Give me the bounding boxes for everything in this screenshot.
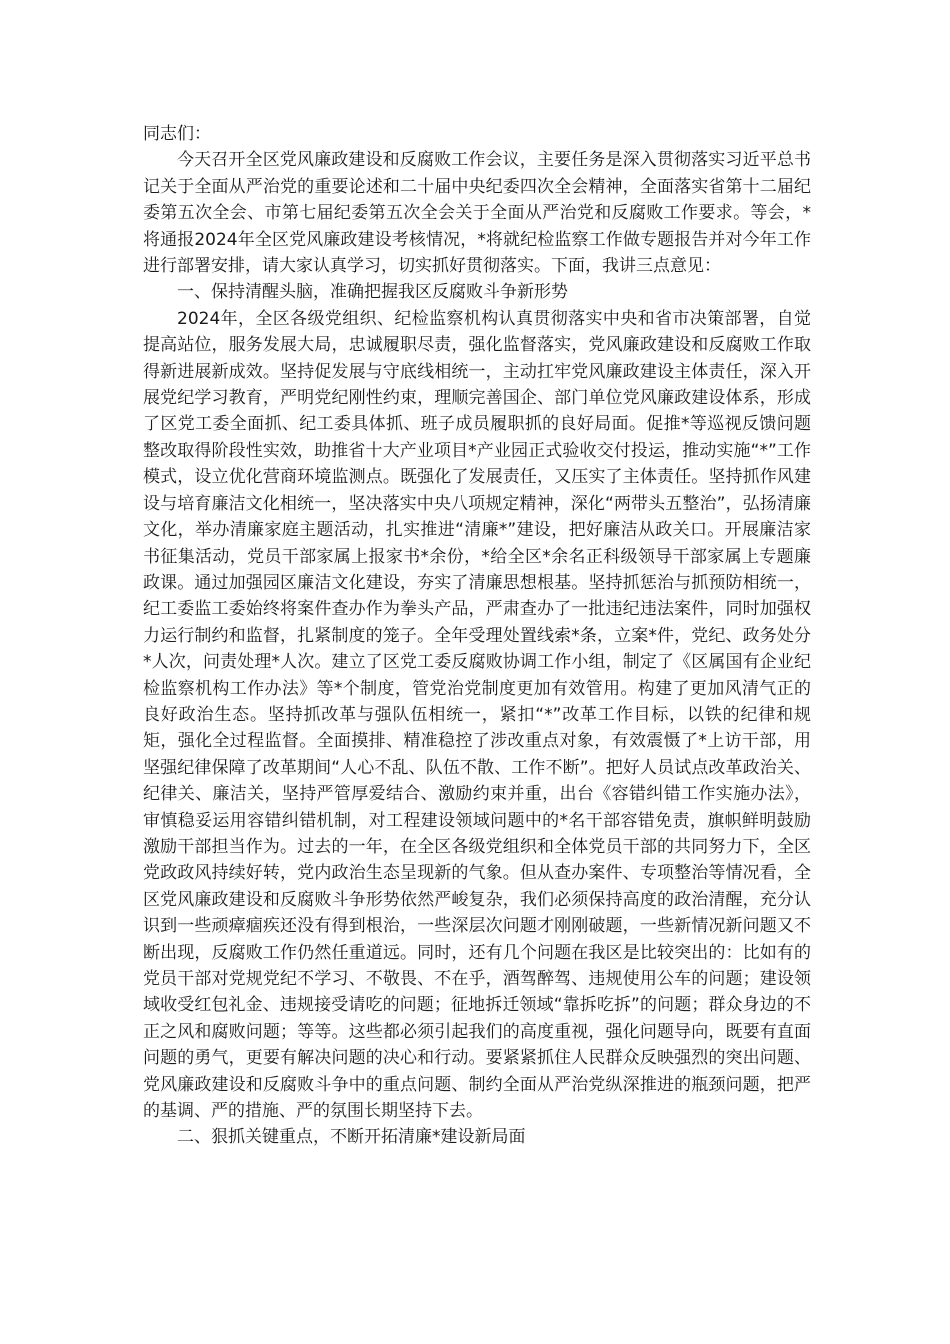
section-heading-2: 二、狠抓关键重点，不断开拓清廉*建设新局面 bbox=[177, 1127, 526, 1148]
section-heading-1: 一、保持清醒头脑，准确把握我区反腐败斗争新形势 bbox=[177, 282, 568, 303]
section-1-body: 2024年，全区各级党组织、纪检监察机构认真贯彻落实中央和省市决策部署，自觉提高站位，服务发展大局，忠诚履职尽责，强化监督落实，党风廉政建设和反腐败工作取得新进展新成效。坚持促发展与守底线相统一，主动扛牢党风廉政建设主体责任，深入开展党纪学习教育，严明党纪刚性约束，理顺完善国企、部门单位党风廉政建设体系，形成了区党工委全面抓、纪工委具体抓、班子成员履职抓的良好局面。促推*等巡视反馈问题整改取得阶段性实效，助推省十大产业项目*产业园正式验收交付投运，推动实施“*”工作模式，设立优化营商环境监测点。既强化了发展责任，又压实了主体责任。坚持抓作风建设与培育廉洁文化相统一，坚决落实中央八项规定精神，深化“两带头五整治”，弘扬清廉文化，举办清廉家庭主题活动，扎实推进“清廉*”建设，把好廉洁从政关口。开展廉洁家书征集活动，党员干部家属上报家书*余份，*给全区*余名正科级领导干部家属上专题廉政课。通过加强园区廉洁文化建设，夯实了清廉思想根基。坚持抓惩治与抓预防相统一，纪工委监工委始终将案件查办作为拳头产品，严肃查办了一批违纪违法案件，同时加强权力运行制约和监督，扎紧制度的笼子。全年受理处置线索*条，立案*件，党纪、政务处分*人次，问责处理*人次。建立了区党工委反腐败协调工作小组，制定了《区属国有企业纪检监察机构工作办法》等*个制度，管党治党制度更加有效管用。构建了更加风清气正的良好政治生态。坚持抓改革与强队伍相统一，紧扣“*”改革工作目标，以铁的纪律和规矩，强化全过程监督。全面摸排、精准稳控了涉改重点对象，有效震慑了*上访干部，用坚强纪律保障了改革期间“人心不乱、队伍不散、工作不断”。把好人员试点改革政治关、纪律关、廉洁关，坚持严管厚爱结合、激励约束并重，出台《容错纠错工作实施办法》，审慎稳妥运用容错纠错机制，对工程建设领域问题中的*名干部容错免责，旗帜鲜明鼓励激励干部担当作为。过去的一年，在全区各级党组织和全体党员干部的共同努力下，全区党政政风持续好转，党内政治生态呈现新的气象。但从查办案件、专项整治等情况看，全区党风廉政建设和反腐败斗争形势依然严峻复杂，我们必须保持高度的政治清醒，充分认识到一些顽瘴痼疾还没有得到根治，一些深层次问题才刚刚破题，一些新情况新问题又不断出现，反腐败工作仍然任重道远。同时，还有几个问题在我区是比较突出的：比如有的党员干部对党规党纪不学习、不敬畏、不在乎，酒驾醉驾、违规使用公车的问题；建设领域收受红包礼金、违规接受请吃的问题；征地拆迁领域“靠拆吃拆”的问题；群众身边的不正之风和腐败问题；等等。这些都必须引起我们的高度重视，强化问题导向，既要有直面问题的勇气，更要有解决问题的决心和行动。要紧紧抓住人民群众反映强烈的突出问题、党风廉政建设和反腐败斗争中的重点问题、制约全面从严治党纵深推进的瓶颈问题，把严的基调、严的措施、严的氛围长期坚持下去。 bbox=[143, 308, 811, 1122]
salutation: 同志们： bbox=[143, 124, 211, 144]
intro-paragraph: 今天召开全区党风廉政建设和反腐败工作会议，主要任务是深入贯彻落实习近平总书记关于全面从严治党的重要论述和二十届中央纪委四次全会精神，全面落实省第十二届纪委第五次全会、市第七届纪委第五次全会关于全面从严治党和反腐败工作要求。等会，*将通报2024年全区党风廉政建设考核情况，*将就纪检监察工作做专题报告并对今年工作进行部署安排，请大家认真学习，切实抓好贯彻落实。下面，我讲三点意见： bbox=[143, 150, 811, 277]
speech-content bbox=[143, 121, 811, 1151]
